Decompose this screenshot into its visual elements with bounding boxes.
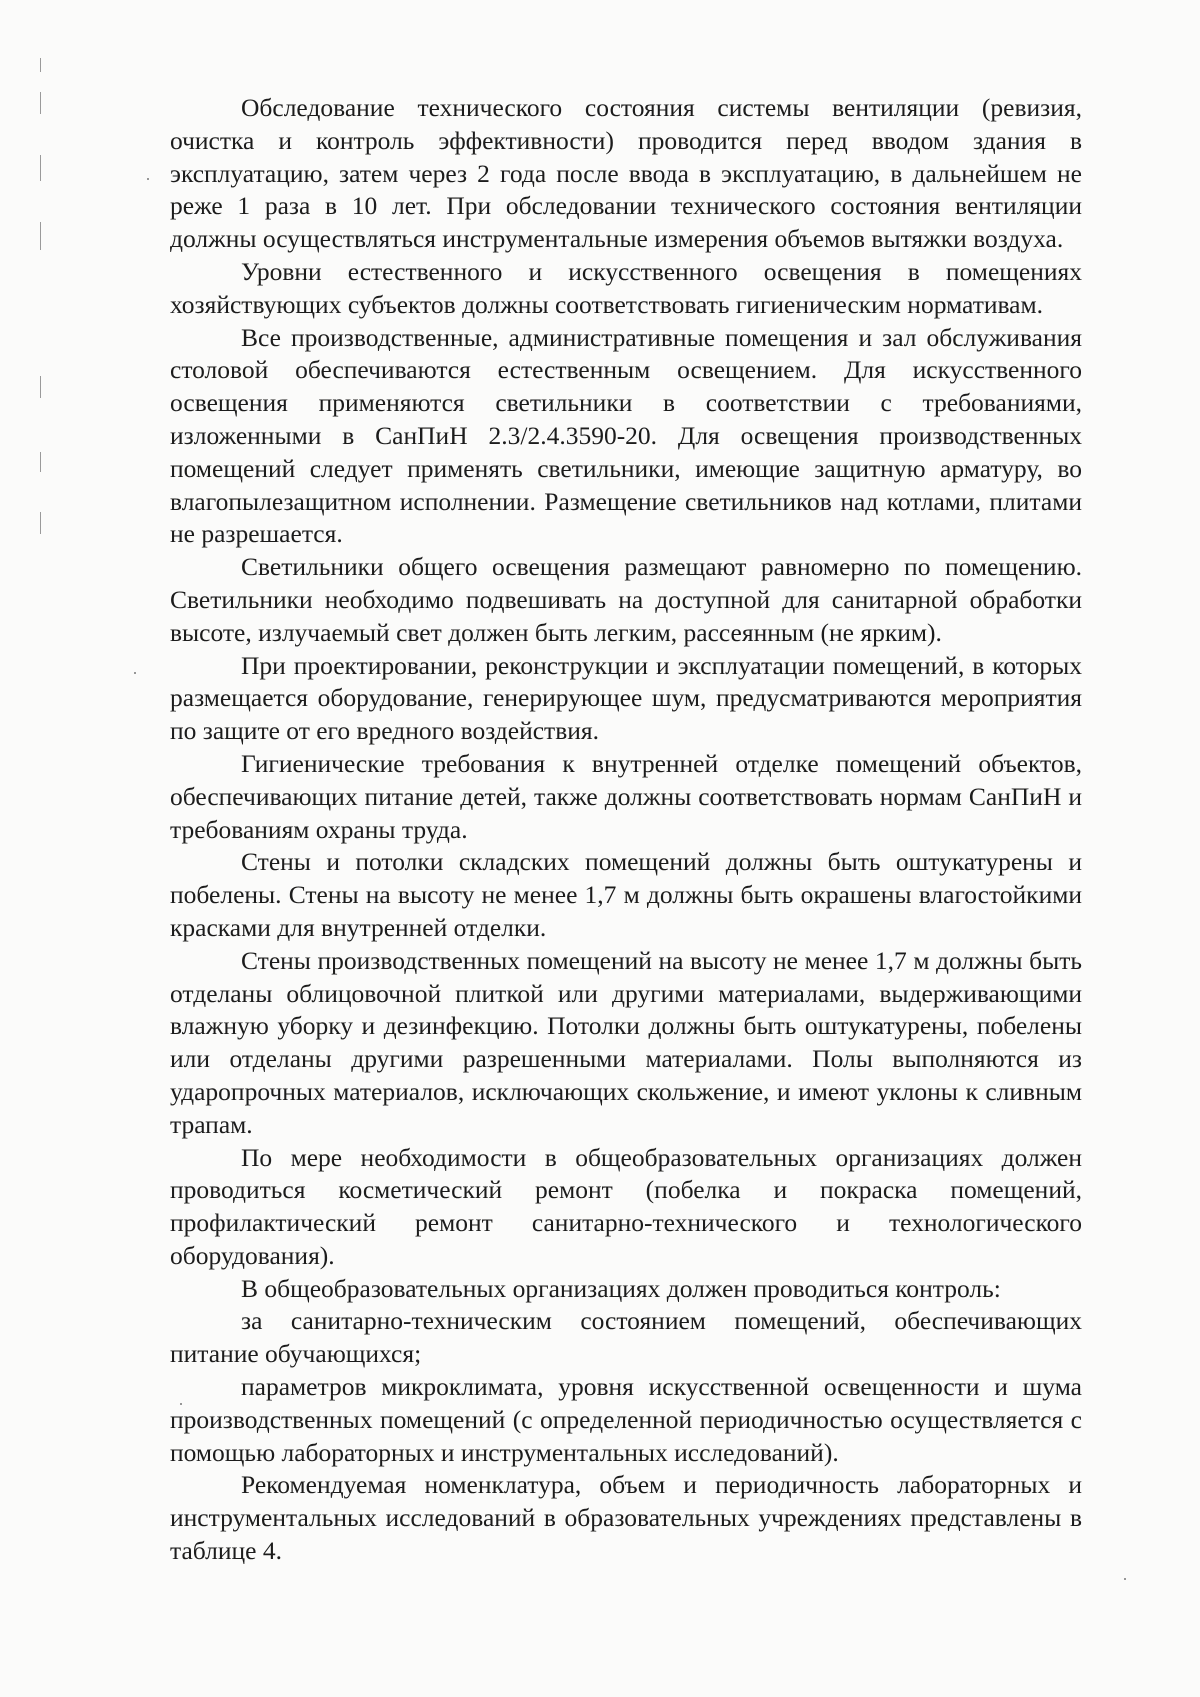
- paragraph-natural-lighting: Все производственные, административные помещения и зал обслуживания столовой обеспечиваются естественным освещением. Для искусственного освещения применяются светильники в соответствии с требованиями, изложенными в СанПиН 2.3/2.4.3590-20. Для освещения производственных помещений следует применять светильники, имеющие защитную арматуру, во влагопылезащитном исполнении. Размещение светильников над котлами, плитами не разрешается.: [170, 322, 1082, 549]
- paragraph-control-intro: В общеобразовательных организациях должен проводиться контроль:: [241, 1273, 1001, 1303]
- binding-mark: [40, 155, 41, 181]
- binding-mark: [40, 58, 41, 72]
- binding-mark: [40, 376, 41, 398]
- binding-mark: [40, 452, 41, 472]
- scan-speck: [134, 672, 136, 674]
- paragraph-noise-protection: При проектировании, реконструкции и эксплуатации помещений, в которых размещается оборудование, генерирующее шум, предусматриваются мероприятия по защите от его вредного воздействия.: [170, 650, 1082, 746]
- scan-speck: [147, 178, 149, 180]
- scan-speck: [1124, 1578, 1126, 1580]
- binding-mark: [40, 222, 41, 250]
- paragraph-lighting-levels: Уровни естественного и искусственного освещения в помещениях хозяйствующих субъектов должны соответствовать гигиеническим нормативам.: [170, 256, 1082, 319]
- paragraph-interior-finish: Гигиенические требования к внутренней отделке помещений объектов, обеспечивающих питание детей, также должны соответствовать нормам СанПиН и требованиям охраны труда.: [170, 748, 1082, 844]
- binding-mark: [40, 92, 41, 114]
- document-body: [170, 92, 1082, 1568]
- paragraph-general-lighting: Светильники общего освещения размещают равномерно по помещению. Светильники необходимо подвешивать на доступной для санитарной обработки высоте, излучаемый свет должен быть легким, рассеянным (не ярким).: [170, 552, 1082, 647]
- paragraph-microclimate-control: параметров микроклимата, уровня искусственной освещенности и шума производственных помещений (с определенной периодичностью осуществляется с помощью лабораторных и инструментальных исследований).: [170, 1372, 1082, 1467]
- paragraph-sanitary-control: за санитарно-техническим состоянием помещений, обеспечивающих питание обучающихся;: [170, 1306, 1082, 1369]
- paragraph-recommended-nomenclature: Рекомендуемая номенклатура, объем и периодичность лабораторных и инструментальных исследований в образовательных учреждениях представлены в таблице 4.: [170, 1470, 1082, 1566]
- paragraph-storage-walls: Стены и потолки складских помещений должны быть оштукатурены и побелены. Стены на высоту не менее 1,7 м должны быть окрашены влагостойкими красками для внутренней отделки.: [170, 847, 1082, 942]
- paragraph-ventilation-inspection: Обследование технического состояния системы вентиляции (ревизия, очистка и контроль эффективности) проводится перед вводом здания в эксплуатацию, затем через 2 года после ввода в эксплуатацию, в дальнейшем не реже 1 раза в 10 лет. При обследовании технического состояния вентиляции должны осуществляться инструментальные измерения объемов вытяжки воздуха.: [170, 93, 1082, 254]
- paragraph-production-walls: Стены производственных помещений на высоту не менее 1,7 м должны быть отделаны облицовочной плиткой или другими материалами, выдерживающими влажную уборку и дезинфекцию. Потолки должны быть оштукатурены, побелены или отделаны другими разрешенными материалами. Полы выполняются из ударопрочных материалов, исключающих скольжение, и имеют уклоны к сливным трапам.: [170, 945, 1082, 1139]
- binding-mark: [40, 512, 41, 534]
- paragraph-cosmetic-repair: По мере необходимости в общеобразовательных организациях должен проводиться косметический ремонт (побелка и покраска помещений, профилактический ремонт санитарно-технического и технологического оборудования).: [170, 1142, 1082, 1270]
